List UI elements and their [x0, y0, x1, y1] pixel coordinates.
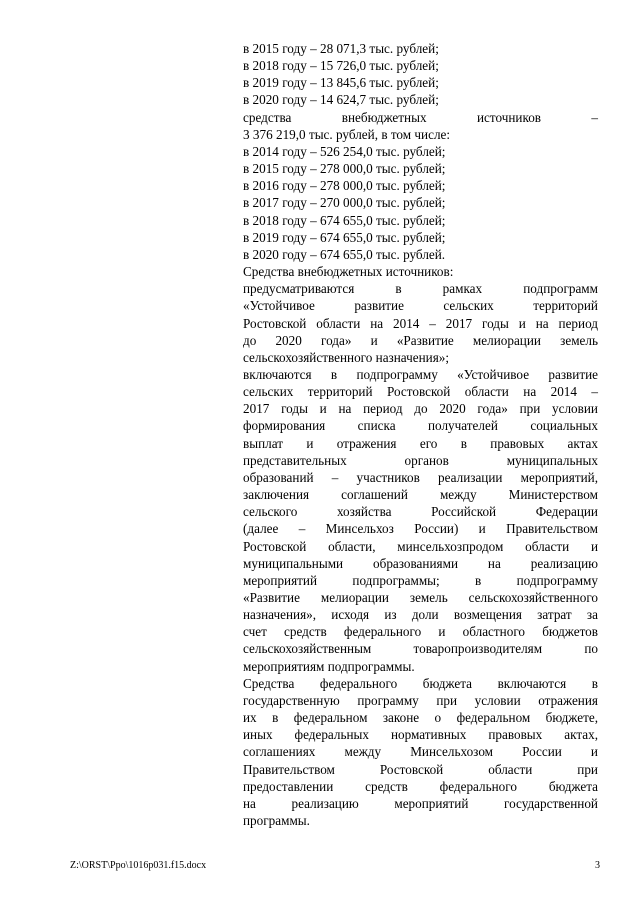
text-line: Ростовской области, минсельхозпродом области и [243, 538, 598, 554]
text-line: Средства федерального бюджета включаются в [243, 675, 598, 691]
text-line: сельскохозяйственным товаропроизводителям по [243, 641, 598, 657]
text-line: «Развитие мелиорации земель сельскохозяйственного [243, 590, 598, 605]
text-line: сельского хозяйства Российской Федерации [243, 504, 598, 520]
document-body [243, 40, 598, 829]
text-line: в 2015 году – 278 000,0 тыс. рублей; [243, 161, 446, 177]
text-line: в 2020 году – 14 624,7 тыс. рублей; [243, 92, 439, 108]
text-line: предоставлении средств федерального бюджета [243, 778, 598, 794]
text-line: в 2019 году – 674 655,0 тыс. рублей; [243, 229, 446, 245]
text-line: до 2020 года» и «Развитие мелиорации земель [243, 332, 598, 348]
text-line: представительных органов муниципальных [243, 452, 598, 468]
text-line: включаются в подпрограмму «Устойчивое развитие [243, 366, 598, 382]
text-line: образований – участников реализации мероприятий, [243, 469, 598, 485]
text-line: Ростовской области на 2014 – 2017 годы и на период [243, 315, 598, 331]
text-line: государственную программу при условии отражения [243, 692, 598, 708]
text-line: сельских территорий Ростовской области на 2014 – [243, 384, 598, 400]
text-line: мероприятий подпрограммы; в подпрограмму [243, 572, 598, 588]
text-line: средства внебюджетных источников – [243, 109, 598, 125]
text-line: в 2017 году – 270 000,0 тыс. рублей; [243, 195, 446, 211]
page-number: 3 [595, 860, 600, 871]
text-line: муниципальными образованиями на реализацию [243, 555, 598, 571]
text-line: соглашениях между Минсельхозом России и [243, 744, 598, 760]
text-line: назначения», исходя из доли возмещения затрат за [243, 607, 598, 623]
text-line: в 2014 году – 526 254,0 тыс. рублей; [243, 143, 446, 159]
text-line: «Устойчивое развитие сельских территорий [243, 298, 598, 314]
text-line: заключения соглашений между Министерством [243, 487, 598, 503]
text-line: 2017 годы и на период до 2020 года» при условии [243, 401, 598, 417]
text-line: на реализацию мероприятий государственной [243, 795, 598, 811]
text-line: Правительством Ростовской области при [243, 761, 598, 777]
text-line: в 2015 году – 28 071,3 тыс. рублей; [243, 41, 439, 56]
text-line: (далее – Минсельхоз России) и Правительством [243, 521, 598, 537]
file-path: Z:\ORST\Ppo\1016p031.f15.docx [70, 860, 207, 871]
text-line: выплат и отражения его в правовых актах [243, 435, 598, 451]
text-line: Средства внебюджетных источников: [243, 264, 454, 280]
text-line: иных федеральных нормативных правовых актах, [243, 727, 598, 743]
text-line: в 2019 году – 13 845,6 тыс. рублей; [243, 75, 439, 91]
text-line: счет средств федерального и областного бюджетов [243, 624, 598, 640]
text-line: мероприятиям подпрограммы. [243, 658, 415, 674]
text-line: в 2016 году – 278 000,0 тыс. рублей; [243, 178, 446, 194]
text-line: их в федеральном законе о федеральном бюджете, [243, 710, 598, 726]
text-line: предусматриваются в рамках подпрограмм [243, 281, 598, 297]
text-line: в 2018 году – 15 726,0 тыс. рублей; [243, 58, 439, 74]
page-footer [70, 860, 600, 871]
text-line: в 2020 году – 674 655,0 тыс. рублей. [243, 246, 446, 262]
text-line: 3 376 219,0 тыс. рублей, в том числе: [243, 126, 451, 142]
text-line: в 2018 году – 674 655,0 тыс. рублей; [243, 212, 446, 228]
text-line: программы. [243, 813, 310, 829]
text-line: сельскохозяйственного назначения»; [243, 349, 450, 365]
text-line: формирования списка получателей социальных [243, 418, 598, 434]
